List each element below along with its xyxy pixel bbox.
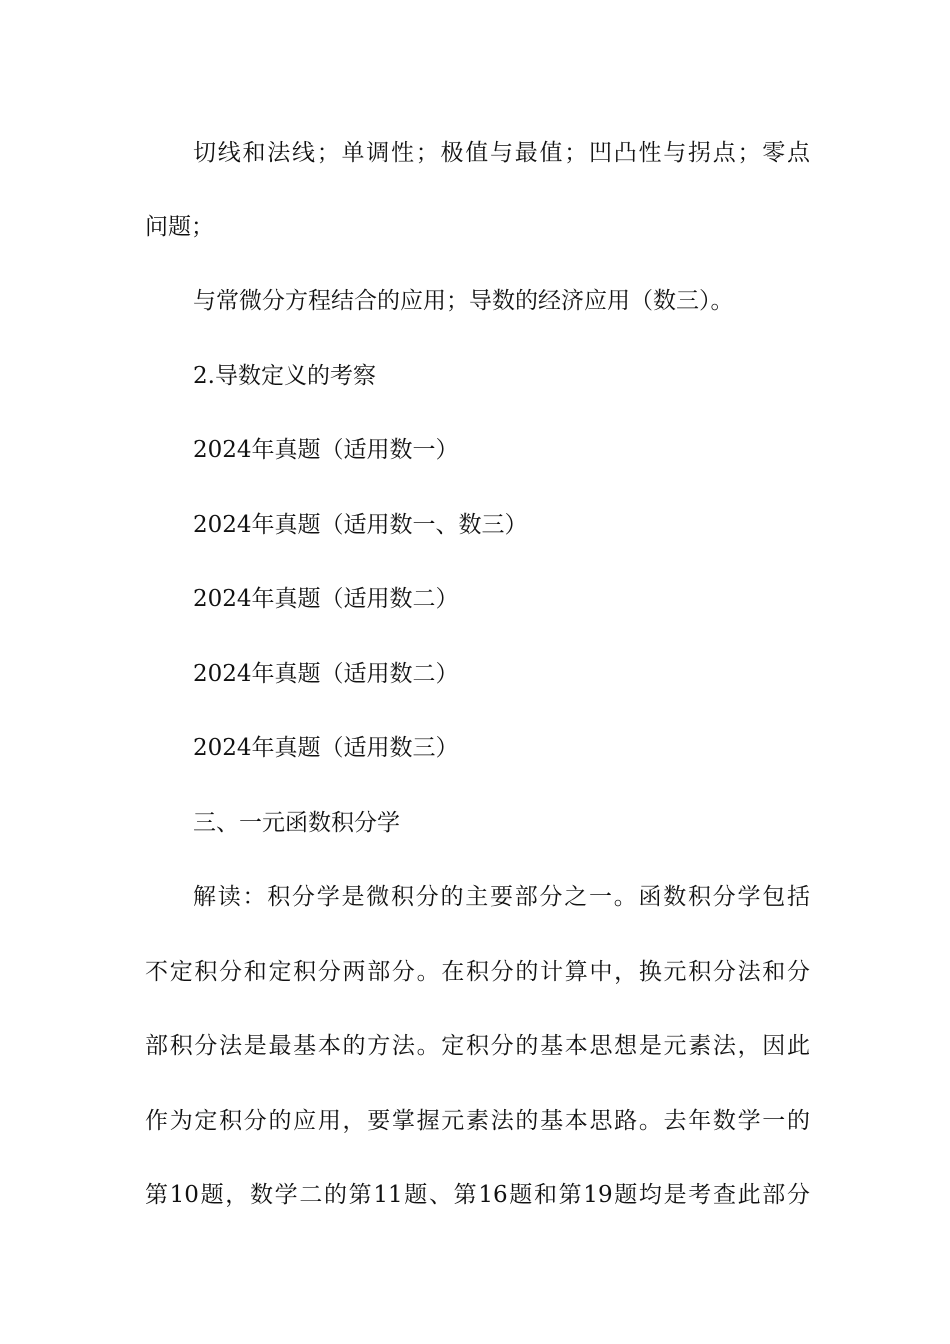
exam-item: 2024年真题（适用数一、数三） [193,512,528,538]
paragraph-line: 问题； [145,214,214,240]
paragraph-line: 不定积分和定积分两部分。在积分的计算中，换元积分法和分 [145,959,810,985]
paragraph-line: 与常微分方程结合的应用；导数的经济应用（数三）。 [193,288,734,314]
exam-item: 2024年真题（适用数一） [193,437,459,463]
paragraph-line: 解读：积分学是微积分的主要部分之一。函数积分学包括 [193,884,810,910]
paragraph-line: 部积分法是最基本的方法。定积分的基本思想是元素法，因此 [145,1033,810,1059]
section-heading: 2.导数定义的考察 [193,363,376,389]
exam-item: 2024年真题（适用数二） [193,661,459,687]
paragraph-line: 切线和法线；单调性；极值与最值；凹凸性与拐点；零点 [193,140,810,166]
exam-item: 2024年真题（适用数三） [193,735,459,761]
paragraph-line: 作为定积分的应用，要掌握元素法的基本思路。去年数学一的 [145,1108,810,1134]
section-heading: 三、一元函数积分学 [193,810,400,836]
exam-item: 2024年真题（适用数二） [193,586,459,612]
paragraph-line: 第10题，数学二的第11题、第16题和第19题均是考查此部分 [145,1182,810,1208]
